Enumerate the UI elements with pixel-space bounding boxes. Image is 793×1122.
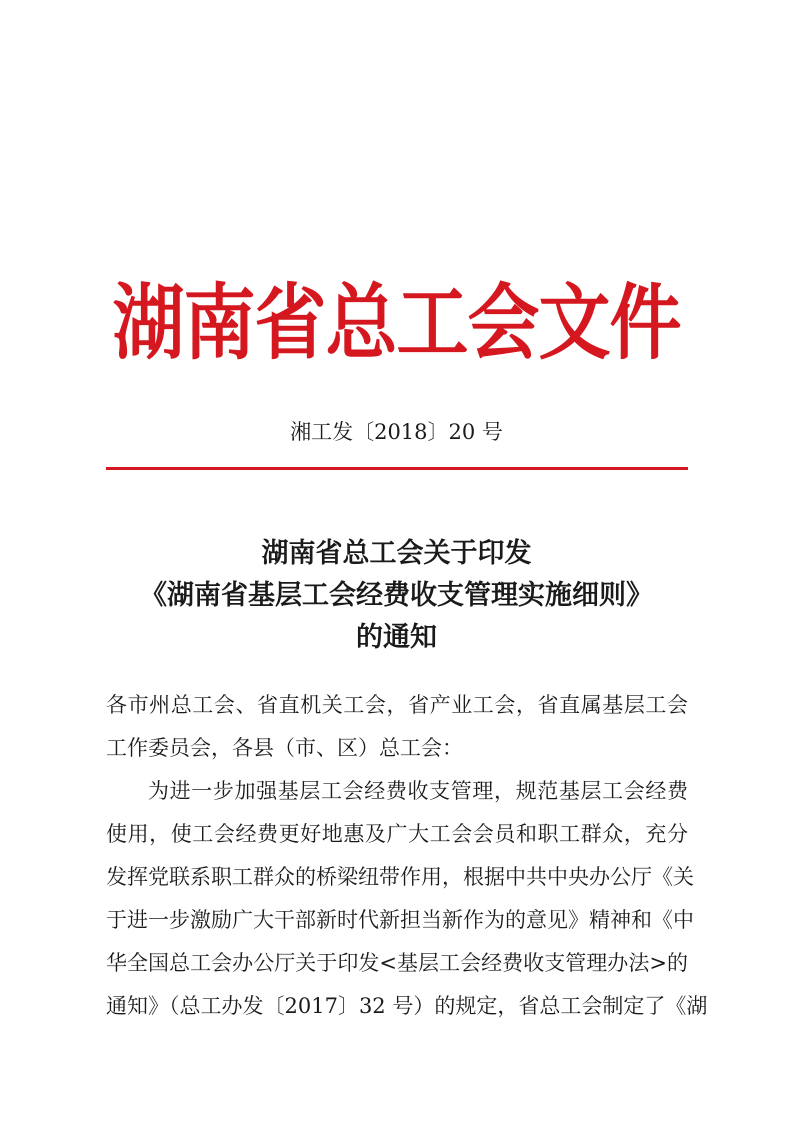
body-paragraph-line: 使用，使工会经费更好地惠及广大工会会员和职工群众，充分 bbox=[106, 822, 688, 846]
body-paragraph-line: 于进一步激励广大干部新时代新担当新作为的意见》精神和《中 bbox=[106, 908, 694, 932]
red-separator-line bbox=[106, 467, 688, 470]
title-line: 湖南省总工会关于印发 bbox=[261, 538, 532, 569]
document-masthead: 湖南省总工会文件 bbox=[112, 273, 681, 371]
document-number: 湘工发〔2018〕20 号 bbox=[290, 420, 503, 444]
body-line-addressees: 各市州总工会、省直机关工会，省产业工会，省直属基层工会 bbox=[106, 693, 688, 717]
title-line: 《湖南省基层工会经费收支管理实施细则》 bbox=[140, 580, 653, 611]
body-paragraph-line: 发挥党联系职工群众的桥梁纽带作用，根据中共中央办公厅《关 bbox=[106, 865, 694, 889]
document-title bbox=[0, 533, 793, 659]
title-line: 的通知 bbox=[356, 622, 437, 653]
body-line-addressees: 工作委员会，各县（市、区）总工会： bbox=[106, 736, 463, 760]
body-paragraph-line: 为进一步加强基层工会经费收支管理，规范基层工会经费 bbox=[148, 779, 688, 803]
body-paragraph-line: 华全国总工会办公厅关于印发<基层工会经费收支管理办法>的 bbox=[106, 951, 688, 975]
body-paragraph-line: 通知》（总工办发〔2017〕32 号）的规定，省总工会制定了《湖 bbox=[106, 994, 708, 1018]
document-body bbox=[106, 684, 708, 1028]
